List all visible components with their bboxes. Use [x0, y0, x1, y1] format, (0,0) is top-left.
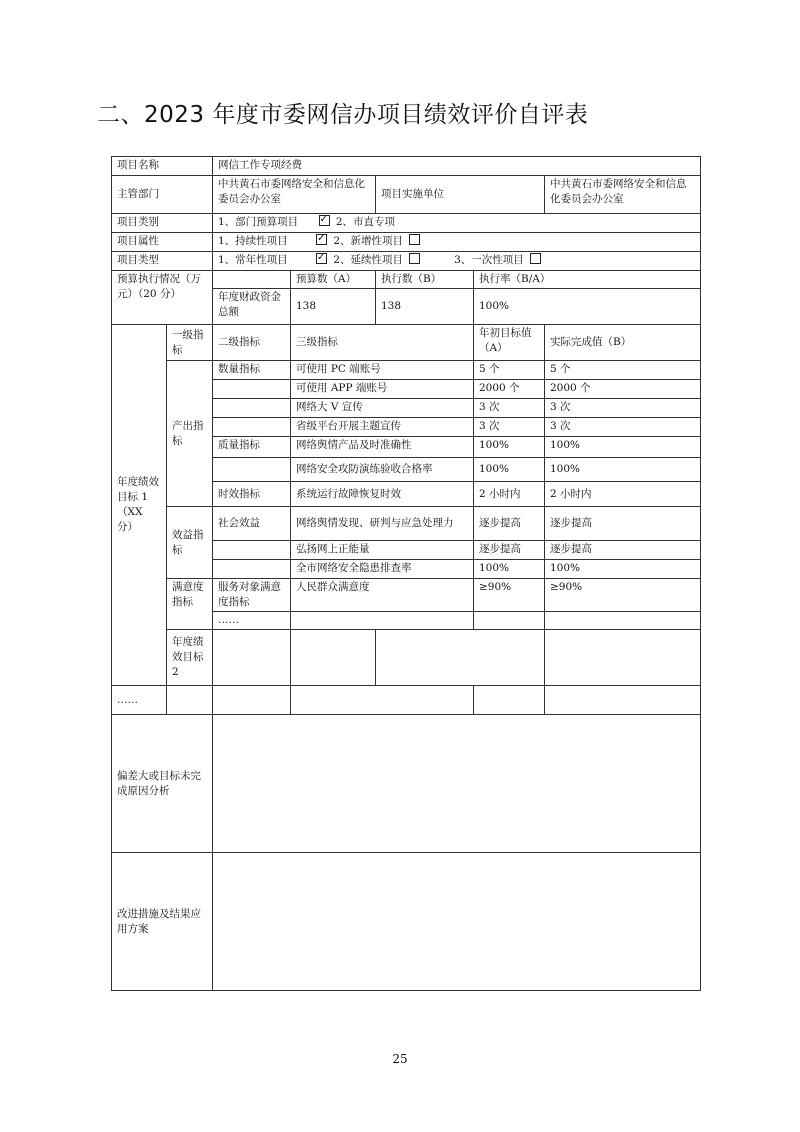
execution-amount-header: 执行数（B） [376, 271, 474, 289]
project-attribute-label: 项目属性 [112, 233, 213, 252]
unchecked-box-icon[interactable] [530, 253, 541, 264]
level2-indicator-header: 二级指标 [213, 325, 291, 361]
table-row-actual: 2000 个 [545, 380, 701, 399]
evaluation-form-table [111, 156, 701, 991]
performance-goal-2-label: 年度绩效目标 2 [167, 630, 213, 686]
table-row-target: 逐步提高 [474, 541, 545, 560]
table-row-level3: 省级平台开展主题宣传 [291, 418, 474, 437]
implementing-unit-label: 项目实施单位 [376, 176, 545, 214]
deviation-analysis-content[interactable] [213, 715, 701, 853]
deviation-analysis-label: 偏差大或目标未完成原因分析 [112, 715, 213, 853]
table-row-level3: 人民群众满意度 [291, 579, 474, 612]
unchecked-box-icon[interactable] [409, 234, 420, 245]
table-row-level2 [213, 458, 291, 482]
type-option-2: 2、延续性项目 [333, 254, 404, 266]
table-row-target: 2000 个 [474, 380, 545, 399]
table-row-level2 [213, 560, 291, 579]
actual-value-header: 实际完成值（B） [545, 325, 701, 361]
execution-amount-value: 138 [376, 289, 474, 325]
category-option-1: 1、部门预算项目 [218, 216, 299, 228]
table-row-target: 3 次 [474, 418, 545, 437]
improvement-plan-content[interactable] [213, 853, 701, 991]
table-row-level2: 数量指标 [213, 361, 291, 380]
department-value: 中共黄石市委网络安全和信息化委员会办公室 [213, 176, 376, 214]
table-row-actual: 3 次 [545, 418, 701, 437]
checked-box-icon[interactable] [316, 234, 327, 245]
table-row-actual: 逐步提高 [545, 541, 701, 560]
category-option-2: 2、市直专项 [335, 216, 396, 228]
table-row-target: 逐步提高 [474, 507, 545, 541]
improvement-plan-label: 改进措施及结果应用方案 [112, 853, 213, 991]
table-row-level2 [213, 541, 291, 560]
table-row-level3: 可使用 APP 端账号 [291, 380, 474, 399]
output-indicator-label: 产出指标 [167, 361, 213, 507]
table-row-level3: 弘扬网上正能量 [291, 541, 474, 560]
level1-indicator-header: 一级指标 [167, 325, 213, 361]
table-row-level2: …… [213, 612, 291, 630]
page-number: 25 [392, 1052, 408, 1066]
benefit-indicator-label: 效益指标 [167, 507, 213, 579]
table-row-actual: 3 次 [545, 399, 701, 418]
table-row-level2 [213, 380, 291, 399]
project-type-options [213, 252, 701, 271]
department-label: 主管部门 [112, 176, 213, 214]
attribute-option-2: 2、新增性项目 [333, 235, 404, 247]
table-row-level2: 服务对象满意度指标 [213, 579, 291, 612]
attribute-option-1: 1、持续性项目 [218, 235, 288, 247]
table-row-target [474, 612, 545, 630]
page-title: 二、2023 年度市委网信办项目绩效评价自评表 [97, 102, 589, 128]
table-row-actual: 逐步提高 [545, 507, 701, 541]
table-row-level2: 社会效益 [213, 507, 291, 541]
table-row-target: 100% [474, 437, 545, 458]
table-row-target: 100% [474, 458, 545, 482]
implementing-unit-value: 中共黄石市委网络安全和信息化委员会办公室 [545, 176, 701, 214]
project-attribute-options [213, 233, 701, 252]
project-name-label: 项目名称 [112, 157, 213, 176]
budget-execution-label: 预算执行情况（万元）（20 分） [112, 271, 213, 325]
execution-rate-value: 100% [474, 289, 701, 325]
table-row-level3: 可使用 PC 端账号 [291, 361, 474, 380]
table-row-actual: 100% [545, 560, 701, 579]
table-row-level2 [213, 418, 291, 437]
project-category-label: 项目类别 [112, 214, 213, 233]
table-row-actual: 100% [545, 437, 701, 458]
table-row-level3: 网络安全攻防演练验收合格率 [291, 458, 474, 482]
table-row-level3: 网络舆情发现、研判与应急处理力 [291, 507, 474, 541]
execution-rate-header: 执行率（B/A） [474, 271, 701, 289]
type-option-1: 1、常年性项目 [218, 254, 288, 266]
performance-goal-1-label: 年度绩效目标 1（XX 分） [112, 325, 167, 686]
unchecked-box-icon[interactable] [409, 253, 420, 264]
table-row-level2: 时效指标 [213, 482, 291, 507]
table-row-actual: 5 个 [545, 361, 701, 380]
table-row-level3 [291, 612, 474, 630]
checked-box-icon[interactable] [319, 215, 330, 226]
project-category-options [213, 214, 701, 233]
table-row-target: ≥90% [474, 579, 545, 612]
table-row-actual: 2 小时内 [545, 482, 701, 507]
budget-amount-value: 138 [291, 289, 376, 325]
table-row-level3: 系统运行故障恢复时效 [291, 482, 474, 507]
project-type-label: 项目类型 [112, 252, 213, 271]
table-row-actual: 100% [545, 458, 701, 482]
table-row-target: 3 次 [474, 399, 545, 418]
table-row-actual: ≥90% [545, 579, 701, 612]
satisfaction-indicator-label: 满意度指标 [167, 579, 213, 630]
fiscal-fund-total-label: 年度财政资金总额 [213, 289, 291, 325]
table-row-level3: 网络大 V 宣传 [291, 399, 474, 418]
table-row-level3: 网络舆情产品及时准确性 [291, 437, 474, 458]
table-row-actual [545, 612, 701, 630]
project-name-value: 网信工作专项经费 [213, 157, 701, 176]
table-row-target: 100% [474, 560, 545, 579]
table-row-level2: 质量指标 [213, 437, 291, 458]
table-row-level2 [213, 399, 291, 418]
table-row-level3: 全市网络安全隐患排查率 [291, 560, 474, 579]
checked-box-icon[interactable] [316, 253, 327, 264]
table-row-target: 2 小时内 [474, 482, 545, 507]
budget-amount-header: 预算数（A） [291, 271, 376, 289]
target-value-header: 年初目标值（A） [474, 325, 545, 361]
level3-indicator-header: 三级指标 [291, 325, 474, 361]
table-row-target: 5 个 [474, 361, 545, 380]
type-option-3: 3、一次性项目 [454, 254, 524, 266]
ellipsis-row-label: …… [112, 686, 167, 715]
